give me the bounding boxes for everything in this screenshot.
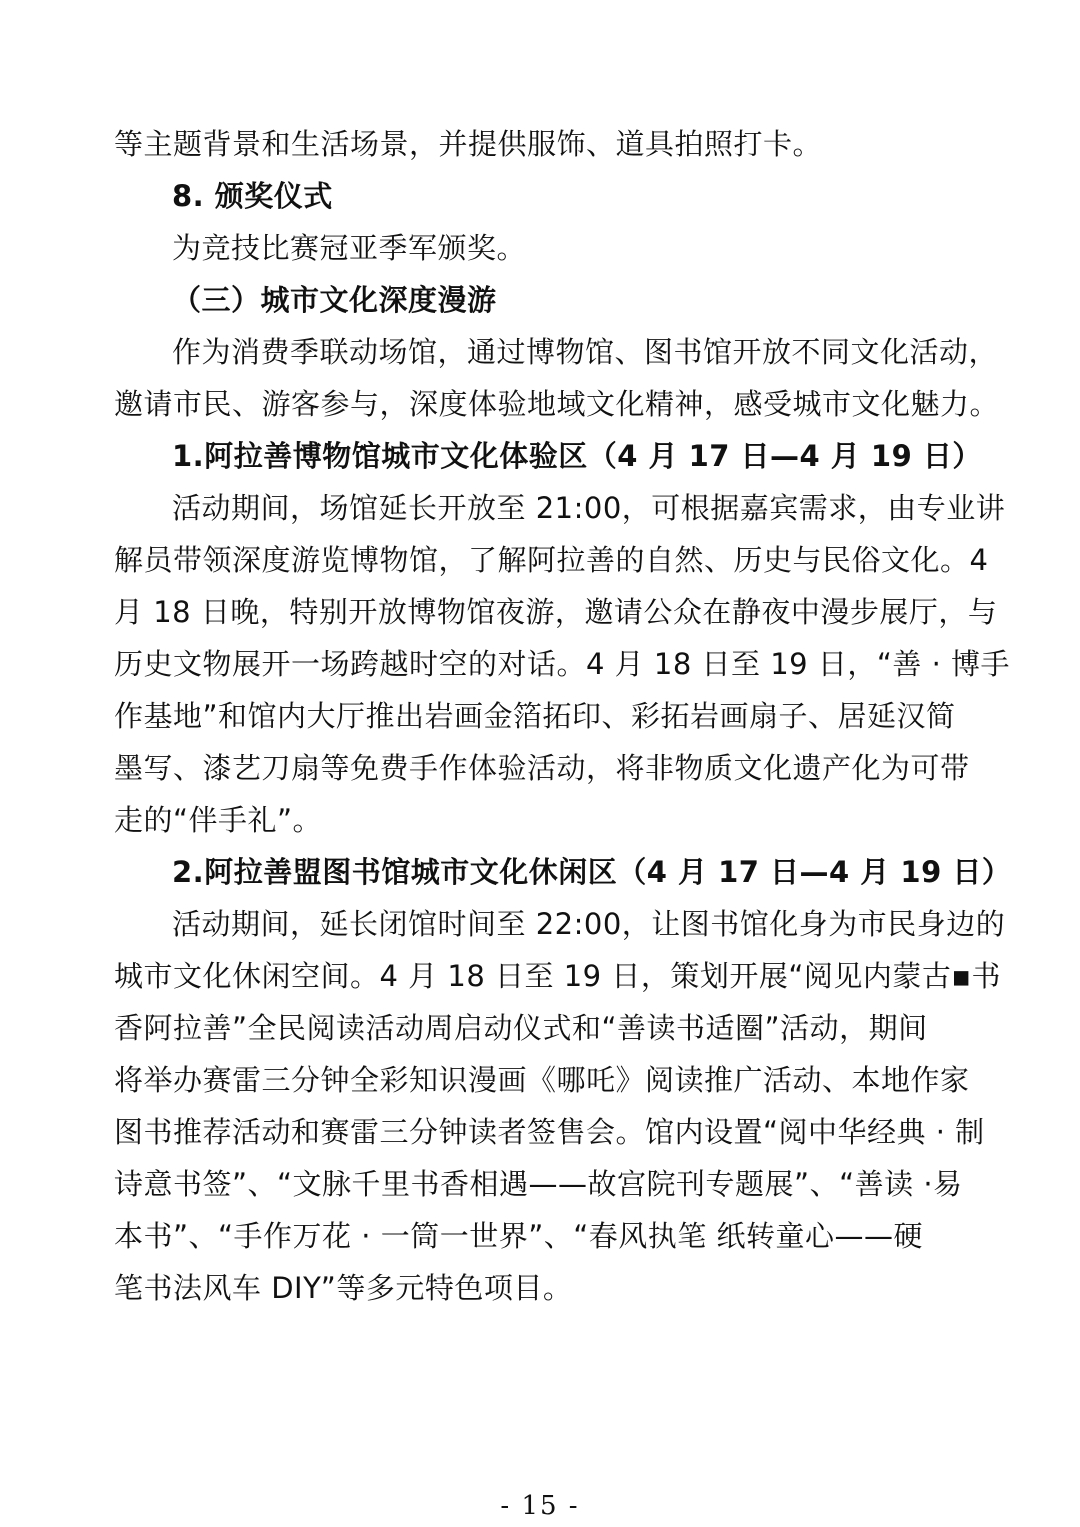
paragraph-line: 走的“伴手礼”。: [114, 803, 323, 837]
paragraph-line: 为竞技比赛冠亚季军颁奖。: [172, 231, 527, 265]
paragraph-line: 月 18 日晚，特别开放博物馆夜游，邀请公众在静夜中漫步展厅，与: [114, 595, 998, 629]
page-number: - 15 -: [500, 1491, 580, 1521]
section-heading-museum: 1.阿拉善博物馆城市文化体验区（4 月 17 日—4 月 19 日）: [172, 439, 982, 473]
paragraph-line: 活动期间，场馆延长开放至 21:00，可根据嘉宾需求，由专业讲: [172, 491, 1006, 525]
paragraph-line: 活动期间，延长闭馆时间至 22:00，让图书馆化身为市民身边的: [172, 907, 1006, 941]
paragraph-line: 作为消费季联动场馆，通过博物馆、图书馆开放不同文化活动，: [172, 335, 999, 369]
paragraph-line: 等主题背景和生活场景，并提供服饰、道具拍照打卡。: [114, 127, 823, 161]
paragraph-line: 邀请市民、游客参与，深度体验地域文化精神，感受城市文化魅力。: [114, 387, 1000, 421]
paragraph-line: 解员带领深度游览博物馆，了解阿拉善的自然、历史与民俗文化。4: [114, 543, 989, 577]
paragraph-line: 笔书法风车 DIY”等多元特色项目。: [114, 1271, 573, 1305]
paragraph-line: 将举办赛雷三分钟全彩知识漫画《哪吒》阅读推广活动、本地作家: [114, 1063, 970, 1097]
section-heading-library: 2.阿拉善盟图书馆城市文化休闲区（4 月 17 日—4 月 19 日）: [172, 855, 1012, 889]
paragraph-line: 香阿拉善”全民阅读活动周启动仪式和“善读书适圈”活动，期间: [114, 1011, 928, 1045]
paragraph-line: 作基地”和馆内大厅推出岩画金箔拓印、彩拓岩画扇子、居延汉简: [114, 699, 956, 733]
paragraph-line: 城市文化休闲空间。4 月 18 日至 19 日，策划开展“阅见内蒙古▪书: [114, 959, 1002, 993]
paragraph-line: 历史文物展开一场跨越时空的对话。4 月 18 日至 19 日，“善 · 博手: [114, 647, 1011, 681]
paragraph-line: 墨写、漆艺刀扇等免费手作体验活动，将非物质文化遗产化为可带: [114, 751, 970, 785]
section-heading-awards: 8. 颁奖仪式: [172, 179, 333, 213]
section-heading-city-culture: （三）城市文化深度漫游: [172, 283, 497, 317]
paragraph-line: 图书推荐活动和赛雷三分钟读者签售会。馆内设置“阅中华经典 · 制: [114, 1115, 985, 1149]
paragraph-line: 诗意书签”、“文脉千里书香相遇——故宫院刊专题展”、“善读 ·易: [114, 1167, 963, 1201]
paragraph-line: 本书”、“手作万花 · 一筒一世界”、“春风执笔 纸转童心——硬: [114, 1219, 923, 1253]
